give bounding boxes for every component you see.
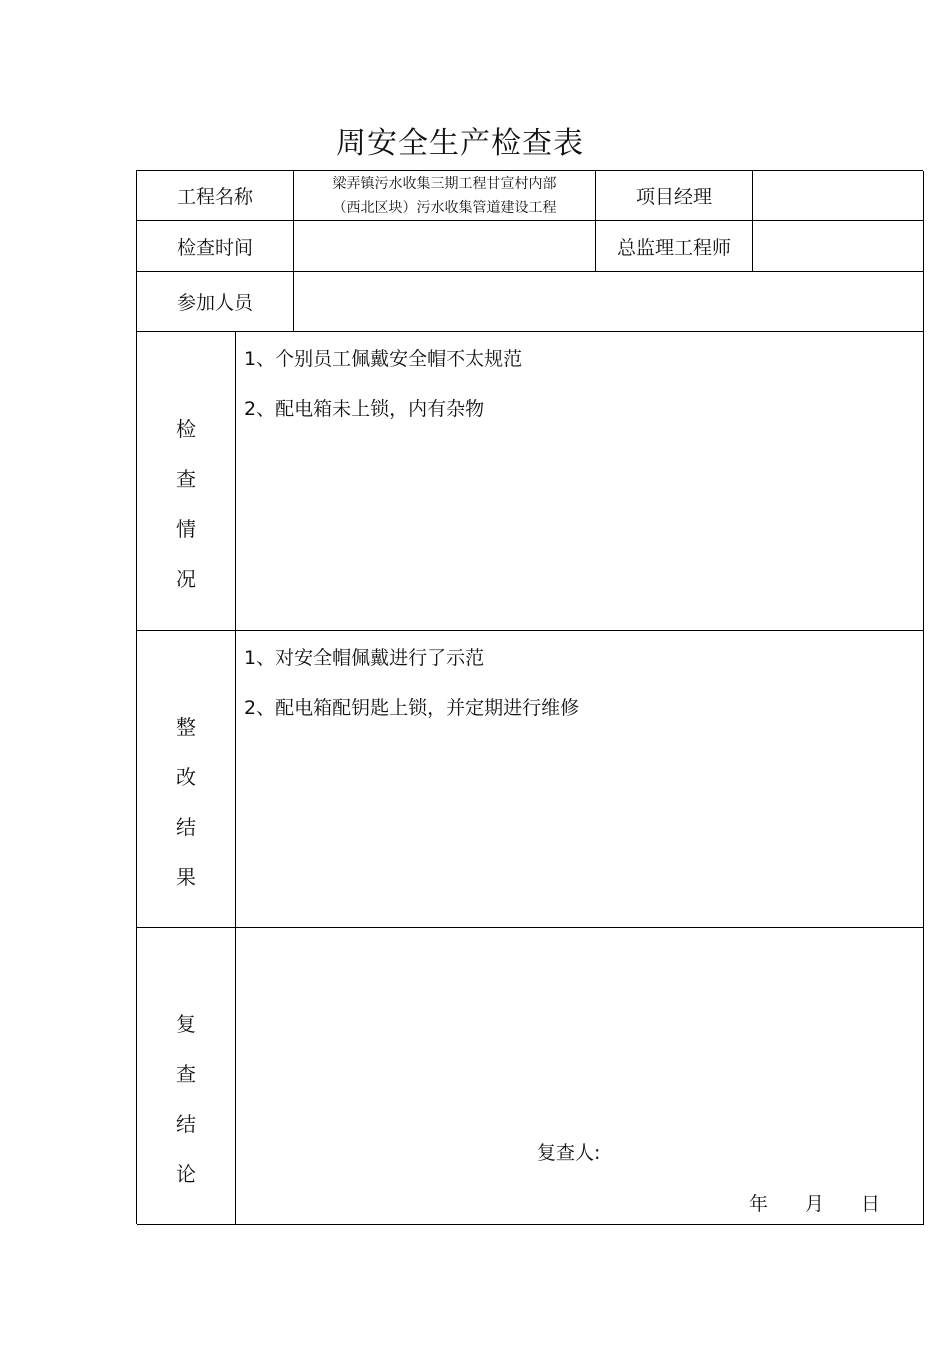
project-name-line1: 梁弄镇污水收集三期工程甘宣村内部 [332, 175, 557, 192]
project-name-label: 工程名称 [137, 171, 294, 221]
review-label-char: 复 [176, 1011, 196, 1036]
rectification-label [137, 631, 236, 928]
inspection-label [137, 332, 236, 631]
check-time-value[interactable] [294, 221, 596, 272]
inspection-label-char: 况 [176, 566, 196, 591]
rectification-label-char: 果 [176, 864, 196, 889]
project-name-value [294, 171, 596, 221]
manager-value[interactable] [753, 171, 924, 221]
inspection-item: 2、配电箱未上锁，内有杂物 [244, 398, 485, 420]
rectification-content[interactable] [236, 631, 924, 928]
participants-label: 参加人员 [137, 272, 294, 332]
inspection-content[interactable] [236, 332, 924, 631]
manager-label: 项目经理 [596, 171, 753, 221]
page-title: 周安全生产检查表 [336, 126, 584, 161]
review-content[interactable] [236, 928, 924, 1225]
chief-supervisor-label: 总监理工程师 [596, 221, 753, 272]
inspection-label-char: 情 [176, 516, 196, 541]
inspection-item: 1、个别员工佩戴安全帽不太规范 [244, 348, 523, 370]
date-year: 年 [749, 1193, 769, 1215]
rectification-item: 2、配电箱配钥匙上锁，并定期进行维修 [244, 697, 580, 719]
inspection-label-char: 检 [176, 416, 196, 441]
review-label-char: 结 [176, 1111, 196, 1136]
participants-value[interactable] [294, 272, 924, 332]
review-label-char: 论 [176, 1161, 196, 1186]
inspection-label-char: 查 [176, 466, 196, 491]
rectification-label-char: 改 [176, 764, 196, 789]
rectification-item: 1、对安全帽佩戴进行了示范 [244, 647, 485, 669]
rectification-label-char: 结 [176, 814, 196, 839]
review-label [137, 928, 236, 1225]
check-time-label: 检查时间 [137, 221, 294, 272]
chief-supervisor-value[interactable] [753, 221, 924, 272]
review-label-char: 查 [176, 1061, 196, 1086]
inspection-form [136, 170, 923, 1224]
reviewer-label: 复查人: [537, 1142, 601, 1164]
date-day: 日 [861, 1193, 881, 1215]
rectification-label-char: 整 [176, 714, 196, 739]
project-name-line2: （西北区块）污水收集管道建设工程 [332, 199, 557, 216]
date-month: 月 [805, 1193, 825, 1215]
